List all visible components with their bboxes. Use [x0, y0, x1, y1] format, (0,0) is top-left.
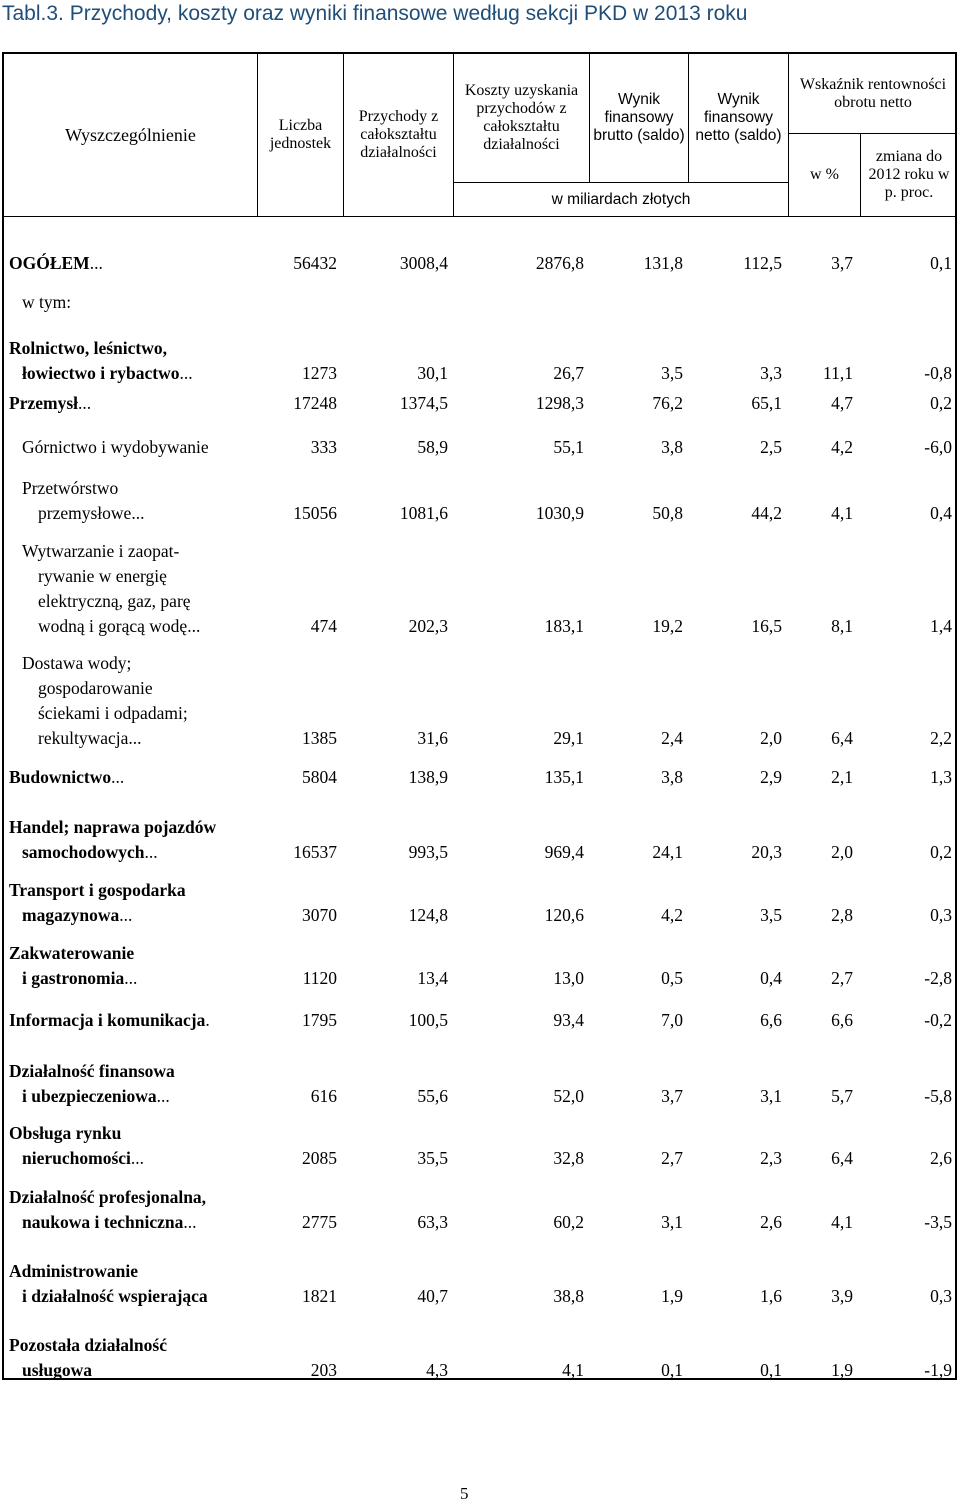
table-cell: 5,7	[831, 1086, 853, 1106]
table-cell: 120,6	[544, 905, 584, 925]
table-cell: 474	[310, 616, 337, 636]
table-cell: 3,1	[760, 1086, 782, 1106]
table-cell: 4,7	[831, 393, 853, 413]
row-label: OGÓŁEM...	[9, 253, 103, 273]
table-cell: 0,4	[760, 968, 782, 988]
leader-dots: ...	[179, 363, 193, 383]
table-cell: 2,3	[760, 1148, 782, 1168]
table-cell: 32,8	[553, 1148, 584, 1168]
table-cell: 0,3	[930, 1286, 952, 1306]
row-label: Handel; naprawa pojazdów	[9, 817, 217, 837]
table-row	[0, 651, 960, 751]
table-cell: 3,8	[661, 767, 683, 787]
table-cell: 2,7	[831, 968, 853, 988]
row-label: w tym:	[22, 292, 72, 312]
table-row	[0, 476, 960, 526]
table-cell: 26,7	[553, 363, 584, 383]
table-row	[0, 1333, 960, 1383]
table-cell: 1,9	[831, 1360, 853, 1380]
table-cell: 2,6	[760, 1212, 782, 1232]
table-cell: 4,2	[661, 905, 683, 925]
row-label: Wytwarzanie i zaopat-	[22, 541, 180, 561]
row-label: Rolnictwo, leśnictwo,	[9, 338, 167, 358]
leader-dots: ...	[183, 1212, 197, 1232]
table-row	[0, 815, 960, 865]
leader-dots: ...	[89, 253, 103, 273]
table-row	[0, 1121, 960, 1171]
header-koszty: Koszty uzyskania przychodów z całokształtu działalności	[464, 82, 579, 153]
table-cell: 3,5	[661, 363, 683, 383]
table-cell: 0,2	[930, 393, 952, 413]
table-cell: 24,1	[652, 842, 683, 862]
leader-dots: .	[205, 1010, 210, 1030]
header-zmiana: zmiana do 2012 roku w p. proc.	[868, 148, 950, 201]
table-cell: 124,8	[408, 905, 448, 925]
table-cell: -1,9	[924, 1360, 952, 1380]
table-cell: 1030,9	[535, 503, 584, 523]
table-cell: 993,5	[408, 842, 448, 862]
table-cell: 31,6	[417, 728, 448, 748]
leader-dots: ...	[187, 616, 201, 636]
table-cell: 8,1	[831, 616, 853, 636]
table-row	[0, 1185, 960, 1235]
table-cell: 63,3	[417, 1212, 448, 1232]
table-cell: 4,1	[831, 1212, 853, 1232]
row-label: Przemysł...	[9, 393, 92, 413]
table-cell: 203	[310, 1360, 337, 1380]
row-label: gospodarowanie	[38, 678, 153, 698]
table-cell: 1795	[302, 1010, 337, 1030]
table-row	[0, 391, 960, 416]
table-row	[0, 765, 960, 790]
row-label: przemysłowe...	[38, 503, 145, 523]
table-cell: -2,8	[924, 968, 952, 988]
leader-dots: ...	[124, 968, 138, 988]
table-cell: 0,4	[930, 503, 952, 523]
table-cell: 1120	[302, 968, 337, 988]
table-cell: 3,1	[661, 1212, 683, 1232]
table-cell: 11,1	[823, 363, 853, 383]
table-cell: 1821	[302, 1286, 337, 1306]
table-cell: 30,1	[417, 363, 448, 383]
row-label: Działalność profesjonalna,	[9, 1187, 207, 1207]
table-cell: -6,0	[924, 437, 952, 457]
table-cell: 1273	[302, 363, 337, 383]
table-cell: 2,4	[661, 728, 683, 748]
table-cell: 55,1	[553, 437, 584, 457]
table-cell: 6,4	[831, 728, 853, 748]
row-label: Budownictwo...	[9, 767, 125, 787]
table-cell: 7,0	[661, 1010, 683, 1030]
table-cell: 0,1	[661, 1360, 683, 1380]
row-label: Informacja i komunikacja.	[9, 1010, 210, 1030]
table-cell: 2,8	[831, 905, 853, 925]
table-cell: 1,3	[930, 767, 952, 787]
table-cell: 3,3	[760, 363, 782, 383]
table-cell: 20,3	[751, 842, 782, 862]
row-label: i ubezpieczeniowa...	[22, 1086, 170, 1106]
table-cell: 6,4	[831, 1148, 853, 1168]
table-cell: 65,1	[751, 393, 782, 413]
table-cell: 35,5	[417, 1148, 448, 1168]
table-cell: 2,0	[831, 842, 853, 862]
row-label: rekultywacja...	[38, 728, 142, 748]
table-cell: 52,0	[553, 1086, 584, 1106]
leader-dots: ...	[130, 1148, 145, 1168]
table-cell: 2,1	[831, 767, 853, 787]
row-label: usługowa	[22, 1360, 93, 1380]
table-row	[0, 435, 960, 460]
table-cell: 15056	[293, 503, 337, 523]
row-label: Pozostała działalność	[9, 1335, 167, 1355]
table-cell: 0,5	[661, 968, 683, 988]
table-cell: 2,6	[930, 1148, 952, 1168]
table-cell: 4,2	[831, 437, 853, 457]
table-cell: 2775	[302, 1212, 337, 1232]
table-cell: 3,8	[661, 437, 683, 457]
leader-dots: ...	[131, 503, 145, 523]
table-cell: 44,2	[751, 503, 782, 523]
table-cell: 131,8	[643, 253, 683, 273]
table-row	[0, 1259, 960, 1309]
table-cell: 17248	[293, 393, 337, 413]
table-cell: 183,1	[544, 616, 584, 636]
table-row	[0, 539, 960, 639]
table-cell: 3,7	[661, 1086, 683, 1106]
table-cell: 3,5	[760, 905, 782, 925]
table-cell: 2085	[302, 1148, 337, 1168]
table-cell: 40,7	[417, 1286, 448, 1306]
header-liczba-jednostek: Liczba jednostek	[269, 117, 332, 152]
table-cell: 2,9	[760, 767, 782, 787]
table-cell: 56432	[293, 253, 337, 273]
table-cell: 138,9	[408, 767, 448, 787]
table-cell: 333	[310, 437, 337, 457]
header-wynik-brutto: Wynik finansowy brutto (saldo)	[593, 91, 685, 144]
table-cell: 2,7	[661, 1148, 683, 1168]
table-cell: 60,2	[553, 1212, 584, 1232]
table-cell: 616	[310, 1086, 337, 1106]
table-cell: 2,2	[930, 728, 952, 748]
header-wyszczegolnienie: Wyszczególnienie	[65, 125, 196, 145]
table-cell: 0,1	[930, 253, 952, 273]
table-cell: 3,9	[831, 1286, 853, 1306]
table-title: Tabl.3. Przychody, koszty oraz wyniki finansowe według sekcji PKD w 2013 roku	[2, 2, 748, 25]
row-label: naukowa i techniczna...	[22, 1212, 197, 1232]
header-wynik-netto: Wynik finansowy netto (saldo)	[695, 91, 782, 144]
table-cell: 5804	[302, 767, 337, 787]
table-cell: 1,9	[661, 1286, 683, 1306]
page-number: 5	[460, 1484, 469, 1503]
table-cell: -5,8	[924, 1086, 952, 1106]
leader-dots: ...	[111, 767, 125, 787]
row-label: Przetwórstwo	[22, 478, 119, 498]
table-cell: 2,5	[760, 437, 782, 457]
row-label: Obsługa rynku	[9, 1123, 122, 1143]
table-cell: 1385	[302, 728, 337, 748]
table-cell: 6,6	[760, 1010, 782, 1030]
leader-dots: ...	[156, 1086, 170, 1106]
table-cell: 112,5	[743, 253, 782, 273]
row-label: elektryczną, gaz, parę	[38, 591, 191, 611]
table-cell: 58,9	[417, 437, 448, 457]
table-cell: 1,4	[930, 616, 952, 636]
table-cell: 1,6	[760, 1286, 782, 1306]
row-label: magazynowa...	[22, 905, 133, 925]
table-row	[0, 290, 960, 315]
table-cell: 16,5	[751, 616, 782, 636]
row-label: Transport i gospodarka	[9, 880, 186, 900]
leader-dots: ...	[128, 728, 142, 748]
table-cell: 3070	[302, 905, 337, 925]
table-cell: 4,1	[831, 503, 853, 523]
row-label: Zakwaterowanie	[9, 943, 135, 963]
leader-dots: ...	[119, 905, 133, 925]
table-cell: 1374,5	[399, 393, 448, 413]
row-label: samochodowych...	[22, 842, 158, 862]
row-label: Górnictwo i wydobywanie	[22, 437, 209, 457]
table-cell: 13,0	[553, 968, 584, 988]
table-cell: 6,6	[831, 1010, 853, 1030]
row-label: nieruchomości...	[22, 1148, 145, 1168]
table-cell: 1081,6	[399, 503, 448, 523]
table-cell: 55,6	[417, 1086, 448, 1106]
row-label: Administrowanie	[9, 1261, 138, 1281]
header-units: w miliardach złotych	[551, 190, 691, 208]
table-cell: -0,2	[924, 1010, 952, 1030]
table-cell: 1298,3	[535, 393, 584, 413]
table-cell: 3,7	[831, 253, 853, 273]
leader-dots: ...	[144, 842, 158, 862]
header-bottom	[2, 216, 957, 217]
table-cell: 29,1	[553, 728, 584, 748]
row-label: ściekami i odpadami;	[38, 703, 188, 723]
leader-dots: ...	[78, 393, 92, 413]
table-cell: 93,4	[553, 1010, 584, 1030]
header-przychody: Przychody z całokształtu działalności	[358, 108, 439, 161]
table-row	[0, 251, 960, 276]
table-cell: 4,3	[426, 1360, 448, 1380]
row-label: rywanie w energię	[38, 566, 167, 586]
table-cell: 76,2	[652, 393, 683, 413]
table-cell: 13,4	[417, 968, 448, 988]
table-row	[0, 336, 960, 386]
table-row	[0, 1059, 960, 1109]
row-label: wodną i gorącą wodę...	[38, 616, 201, 636]
table-cell: 38,8	[553, 1286, 584, 1306]
table-cell: 0,2	[930, 842, 952, 862]
row-label: Działalność finansowa	[9, 1061, 175, 1081]
row-label: łowiectwo i rybactwo...	[22, 363, 193, 383]
table-cell: 0,1	[760, 1360, 782, 1380]
table-cell: 2,0	[760, 728, 782, 748]
table-cell: 19,2	[652, 616, 683, 636]
table-row	[0, 941, 960, 991]
table-cell: -0,8	[924, 363, 952, 383]
table-cell: 3008,4	[399, 253, 448, 273]
row-label: Dostawa wody;	[22, 653, 132, 673]
table-cell: 50,8	[652, 503, 683, 523]
table-cell: 100,5	[408, 1010, 448, 1030]
row-label: i działalność wspierająca	[22, 1286, 208, 1306]
table-cell: 969,4	[544, 842, 584, 862]
row-label: i gastronomia...	[22, 968, 138, 988]
table-cell: 202,3	[408, 616, 448, 636]
table-cell: 4,1	[562, 1360, 584, 1380]
header-wskaznik-rentownosci: Wskaźnik rentowności obrotu netto	[799, 75, 947, 111]
table-cell: 2876,8	[535, 253, 584, 273]
header-w-procent: w %	[810, 166, 839, 183]
table-row	[0, 878, 960, 928]
table-cell: -3,5	[924, 1212, 952, 1232]
table-cell: 0,3	[930, 905, 952, 925]
table-cell: 135,1	[544, 767, 584, 787]
table-cell: 16537	[293, 842, 337, 862]
table-row	[0, 1008, 960, 1033]
